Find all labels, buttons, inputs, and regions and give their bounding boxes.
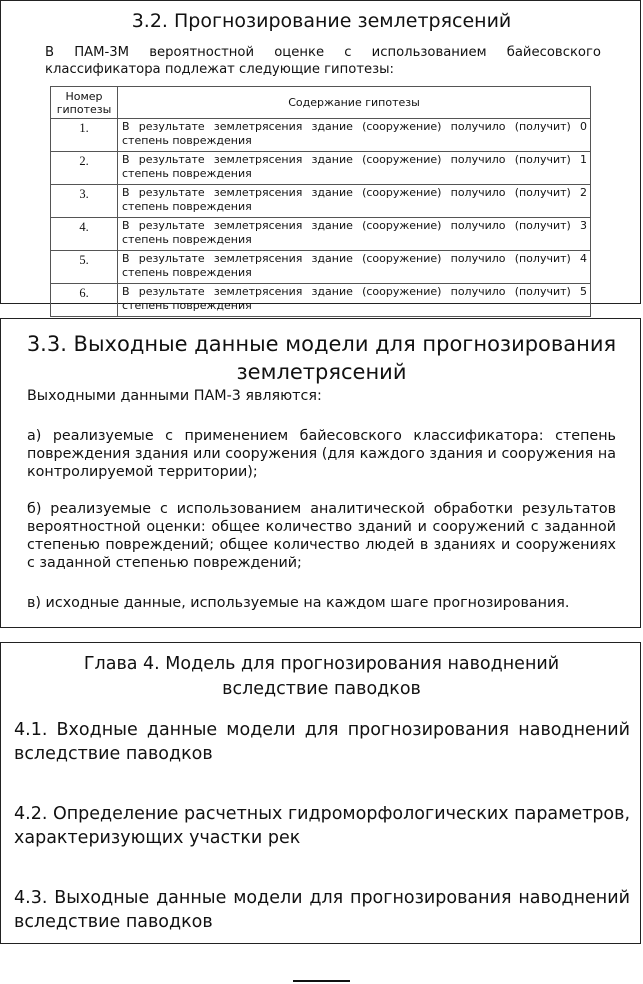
section-4-1-heading: 4.1. Входные данные модели для прогнозирования наводнений вследствие паводков (14, 720, 630, 764)
hypothesis-text: В результате землетрясения здание (сооружение) получило (получит) 2 степень повреждения (118, 185, 591, 218)
hypothesis-number: 4. (51, 218, 118, 251)
output-item-c: в) исходные данные, используемые на каждом шаге прогнозирования. (27, 595, 570, 611)
section-4-3-heading: 4.3. Выходные данные модели для прогнозирования наводнений вследствие паводков (14, 888, 630, 932)
table-row (51, 218, 591, 251)
hypothesis-number: 2. (51, 152, 118, 185)
hypothesis-number: 5. (51, 251, 118, 284)
hypothesis-text: В результате землетрясения здание (сооружение) получило (получит) 1 степень повреждения (118, 152, 591, 185)
section-3-3-title: 3.3. Выходные данные модели для прогнозирования землетрясений (26, 332, 617, 384)
output-item-b: б) реализуемые с использованием аналитической обработки результатов вероятностной оценки: общее количество зданий и сооружений с заданной степенью повреждений; общее количество людей в зданиях и сооружениях с заданной степенью повреждений; (27, 501, 616, 571)
hypothesis-text: В результате землетрясения здание (сооружение) получило (получит) 0 степень повреждения (118, 119, 591, 152)
hypothesis-number: 1. (51, 119, 118, 152)
chapter-4-title: Глава 4. Модель для прогнозирования наводнений вследствие паводков (83, 654, 560, 699)
header-hypothesis-content: Содержание гипотезы (118, 87, 591, 119)
footer-rule (293, 980, 350, 982)
table-row (51, 185, 591, 218)
table-row (51, 119, 591, 152)
table-row (51, 152, 591, 185)
hypotheses-table (50, 86, 591, 317)
output-item-a: а) реализуемые с применением байесовского классификатора: степень повреждения здания или сооружения (для каждого здания и сооружения на контролируемой территории); (27, 428, 616, 480)
hypothesis-text: В результате землетрясения здание (сооружение) получило (получит) 4 степень повреждения (118, 251, 591, 284)
table-row (51, 284, 591, 317)
hypothesis-text: В результате землетрясения здание (сооружение) получило (получит) 3 степень повреждения (118, 218, 591, 251)
header-hypothesis-number: Номер гипотезы (51, 87, 118, 119)
section-4-2-heading: 4.2. Определение расчетных гидроморфологических параметров, характеризующих участки рек (14, 804, 631, 848)
section-3-2-title: 3.2. Прогнозирование землетрясений (131, 10, 512, 32)
hypothesis-text: В результате землетрясения здание (сооружение) получило (получит) 5 степень повреждения (118, 284, 591, 317)
section-3-3-lead: Выходными данными ПАМ-3 являются: (27, 388, 322, 404)
table-header-row (51, 87, 591, 119)
hypothesis-number: 3. (51, 185, 118, 218)
hypothesis-number: 6. (51, 284, 118, 317)
table-row (51, 251, 591, 284)
section-3-2-intro: В ПАМ-3М вероятностной оценке с использованием байесовского классификатора подлежат следующие гипотезы: (45, 45, 601, 77)
